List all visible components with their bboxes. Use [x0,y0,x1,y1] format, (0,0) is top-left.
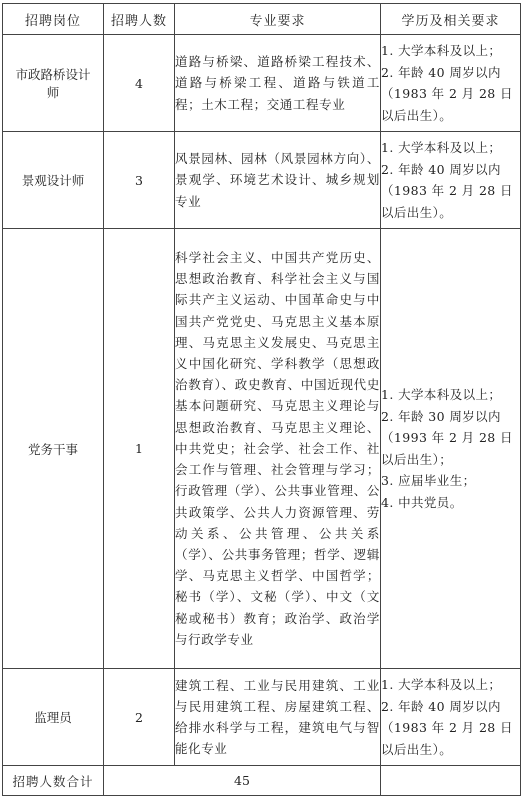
education-requirement [381,132,521,229]
post-count: 3 [104,132,175,229]
post-name: 景观设计师 [3,132,104,229]
requirement-line: 4. 中共党员。 [381,494,463,510]
requirement-line: 1. 大学本科及以上； [381,140,502,155]
table-row [3,229,521,669]
post-name: 市政路桥设计师 [3,35,104,132]
header-count: 招聘人数 [104,4,175,35]
post-count: 4 [104,35,175,132]
requirement-line: （1983 年 2 月 28 日 [381,720,513,735]
major-requirement: 科学社会主义、中国共产党历史、思想政治教育、科学社会主义与国际共产主义运动、中国革命史与中国共产党党史、马克思主义基本原理、马克思主义发展史、马克思主义中国化研究、学科教学（思想政治教育）、政史教育、中国近现代史基本问题研究、马克思主义理论与思想政治教育、马克思主义理论、中共党史；社会学、社会工作、社会工作与管理、社会管理与学习；行政管理（学）、公共事业管理、公共政策学、公共人力资源管理、劳动关系、公共管理、公共关系（学）、公共事务管理；哲学、逻辑学、马克思主义哲学、中国哲学；秘书（学）、文秘（学）、中文（文秘或秘书）教育；政治学、政治学与行政学专业 [175,229,381,669]
major-requirement: 道路与桥梁、道路桥梁工程技术、道路与桥梁工程、道路与铁道工程；土木工程；交通工程专业 [175,35,381,132]
major-requirement: 风景园林、园林（风景园林方向）、景观学、环境艺术设计、城乡规划专业 [175,132,381,229]
total-empty-cell [381,766,521,796]
post-name: 监理员 [3,669,104,766]
header-post: 招聘岗位 [3,4,104,35]
post-count: 1 [104,229,175,669]
total-row [3,766,521,796]
requirement-line: 2. 年龄 30 周岁以内 [381,408,501,424]
requirement-line: （1983 年 2 月 28 日 [381,86,513,101]
requirement-line: 1. 大学本科及以上； [381,43,502,58]
recruitment-table [2,3,521,796]
requirement-line: 1. 大学本科及以上； [381,677,502,692]
requirement-line: 1. 大学本科及以上； [381,387,502,402]
requirement-line: 以后出生）。 [381,204,453,220]
table-row [3,669,521,766]
requirement-line: 以后出生）； [381,451,453,467]
total-value: 45 [104,766,381,796]
education-requirement [381,229,521,669]
table-row [3,132,521,229]
requirement-line: 2. 年龄 40 周岁以内 [381,698,501,714]
header-row [3,4,521,35]
requirement-line: 2. 年龄 40 周岁以内 [381,161,501,177]
education-requirement [381,35,521,132]
requirement-line: 3. 应届毕业生； [381,473,476,488]
header-major: 专业要求 [175,4,381,35]
total-label: 招聘人数合计 [3,766,104,796]
requirement-line: 以后出生）。 [381,741,453,757]
header-requirements: 学历及相关要求 [381,4,521,35]
education-requirement [381,669,521,766]
requirement-line: （1983 年 2 月 28 日 [381,183,513,198]
post-count: 2 [104,669,175,766]
requirement-line: （1993 年 2 月 28 日 [381,430,513,445]
post-name: 党务干事 [3,229,104,669]
table-row [3,35,521,132]
major-requirement: 建筑工程、工业与民用建筑、工业与民用建筑工程、房屋建筑工程、给排水科学与工程，建筑电气与智能化专业 [175,669,381,766]
requirement-line: 2. 年龄 40 周岁以内 [381,64,501,80]
requirement-line: 以后出生）。 [381,107,453,123]
